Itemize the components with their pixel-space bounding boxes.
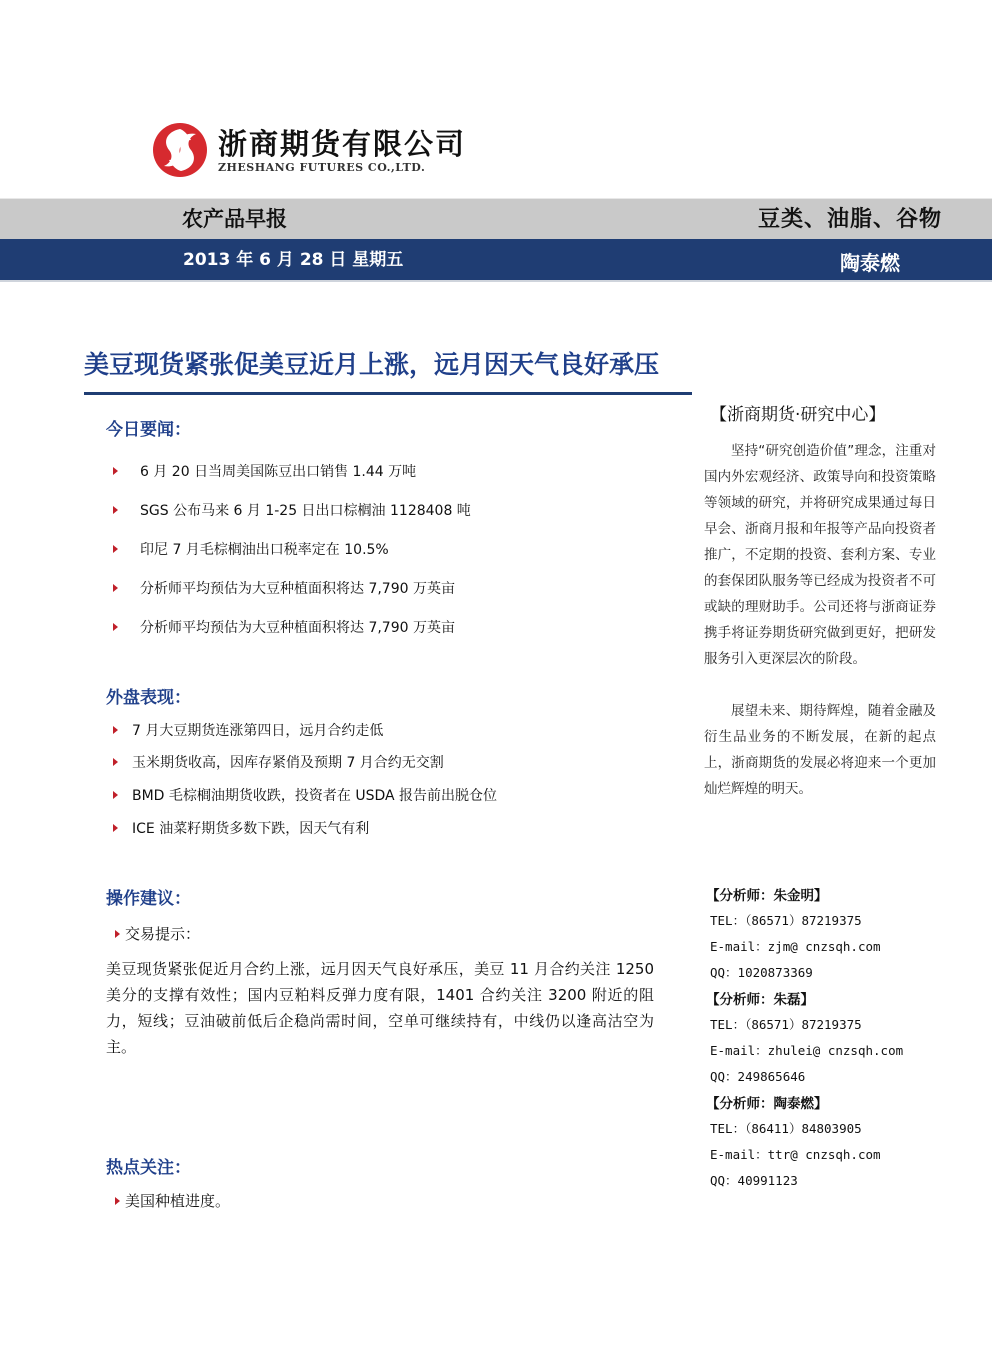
news-heading: 今日要闻： — [106, 420, 191, 440]
hotspot-item-text: 美国种植进度。 — [125, 1192, 231, 1210]
analyst-name: 【分析师：朱磊】 — [706, 992, 814, 1008]
title-underline — [84, 392, 692, 395]
overseas-item-text: BMD 毛棕榈油期货收跌，投资者在 USDA 报告前出脱仓位 — [132, 788, 498, 804]
advice-heading: 操作建议： — [106, 889, 191, 909]
hotspot-heading: 热点关注： — [106, 1158, 191, 1178]
analyst-qq: QQ：1020873369 — [710, 965, 813, 980]
analyst-phone: TEL：（86571）87219375 — [710, 1017, 862, 1032]
overseas-item — [113, 785, 497, 805]
news-item — [113, 500, 471, 520]
report-categories: 豆类、油脂、谷物 — [757, 207, 942, 232]
report-author: 陶泰燃 — [840, 251, 900, 275]
hotspot-item — [115, 1190, 230, 1211]
bullet-arrow-icon — [113, 726, 118, 734]
report-date: 2013 年 6 月 28 日 星期五 — [183, 250, 404, 270]
company-logo-icon — [150, 120, 210, 180]
overseas-item-text: 玉米期货收高，因库存紧俏及预期 7 月合约无交割 — [132, 755, 444, 771]
header-divider — [0, 280, 992, 282]
bullet-arrow-icon — [113, 584, 118, 592]
bullet-arrow-icon — [113, 824, 118, 832]
bullet-arrow-icon — [113, 758, 118, 766]
news-item — [113, 617, 455, 637]
news-item-text: 分析师平均预估为大豆种植面积将达 7,790 万英亩 — [140, 620, 455, 636]
bullet-arrow-icon — [115, 1197, 120, 1205]
analyst-email: E-mail：zhulei@ cnzsqh.com — [710, 1043, 904, 1058]
bullet-arrow-icon — [113, 506, 118, 514]
news-item-text: 分析师平均预估为大豆种植面积将达 7,790 万英亩 — [140, 581, 455, 597]
advice-tip-label: 交易提示： — [125, 925, 201, 943]
news-item — [113, 578, 455, 598]
analyst-email: E-mail：zjm@ cnzsqh.com — [710, 939, 881, 954]
company-name-en: ZHESHANG FUTURES CO.,LTD. — [218, 161, 426, 174]
bullet-arrow-icon — [113, 791, 118, 799]
news-item — [113, 539, 389, 559]
page-title: 美豆现货紧张促美豆近月上涨，远月因天气良好承压 — [84, 350, 660, 379]
overseas-item — [113, 818, 369, 838]
analyst-name: 【分析师：陶泰燃】 — [706, 1096, 828, 1112]
analyst-phone: TEL：（86411）84803905 — [710, 1121, 862, 1136]
analyst-qq: QQ：40991123 — [710, 1173, 798, 1188]
news-item-text: SGS 公布马来 6 月 1-25 日出口棕榈油 1128408 吨 — [140, 503, 471, 519]
news-item — [113, 461, 416, 481]
overseas-item-text: 7 月大豆期货连涨第四日，远月合约走低 — [132, 723, 384, 739]
sidebar-title: 【浙商期货·研究中心】 — [710, 405, 886, 425]
overseas-item-text: ICE 油菜籽期货多数下跌，因天气有利 — [132, 821, 370, 837]
bullet-arrow-icon — [113, 545, 118, 553]
analyst-qq: QQ：249865646 — [710, 1069, 806, 1084]
sidebar-paragraph: 坚持“研究创造价值”理念，注重对国内外宏观经济、政策导向和投资策略等领域的研究，并将研究成果通过每日早会、浙商月报和年报等产品向投资者推广，不定期的投资、套利方案、专业的套保团队服务等已经成为投资者不可或缺的理财助手。公司还将与浙商证券携手将证券期货研究做到更好，把研发服务引入更深层次的阶段。 — [704, 443, 936, 667]
report-type: 农产品早报 — [182, 207, 287, 231]
advice-tip — [115, 923, 200, 944]
analyst-name: 【分析师：朱金明】 — [706, 888, 828, 904]
news-item-text: 印尼 7 月毛棕榈油出口税率定在 10.5% — [140, 542, 389, 558]
news-item-text: 6 月 20 日当周美国陈豆出口销售 1.44 万吨 — [140, 464, 417, 480]
company-name-cn: 浙商期货有限公司 — [218, 127, 467, 161]
overseas-item — [113, 752, 444, 772]
bullet-arrow-icon — [113, 467, 118, 475]
bullet-arrow-icon — [113, 623, 118, 631]
analyst-phone: TEL：（86571）87219375 — [710, 913, 862, 928]
overseas-heading: 外盘表现： — [106, 688, 191, 708]
analyst-email: E-mail：ttr@ cnzsqh.com — [710, 1147, 881, 1162]
overseas-item — [113, 720, 383, 740]
sidebar-paragraph: 展望未来、期待辉煌，随着金融及衍生品业务的不断发展，在新的起点上，浙商期货的发展必将迎来一个更加灿烂辉煌的明天。 — [704, 703, 936, 797]
bullet-arrow-icon — [115, 930, 120, 938]
advice-paragraph: 美豆现货紧张促近月合约上涨，远月因天气良好承压，美豆 11 月合约关注 1250 美分的支撑有效性；国内豆粕料反弹力度有限，1401 合约关注 3200 附近的阻力，短线；豆油破前低后企稳尚需时间，空单可继续持有，中线仍以逢高沽空为主。 — [106, 960, 654, 1056]
